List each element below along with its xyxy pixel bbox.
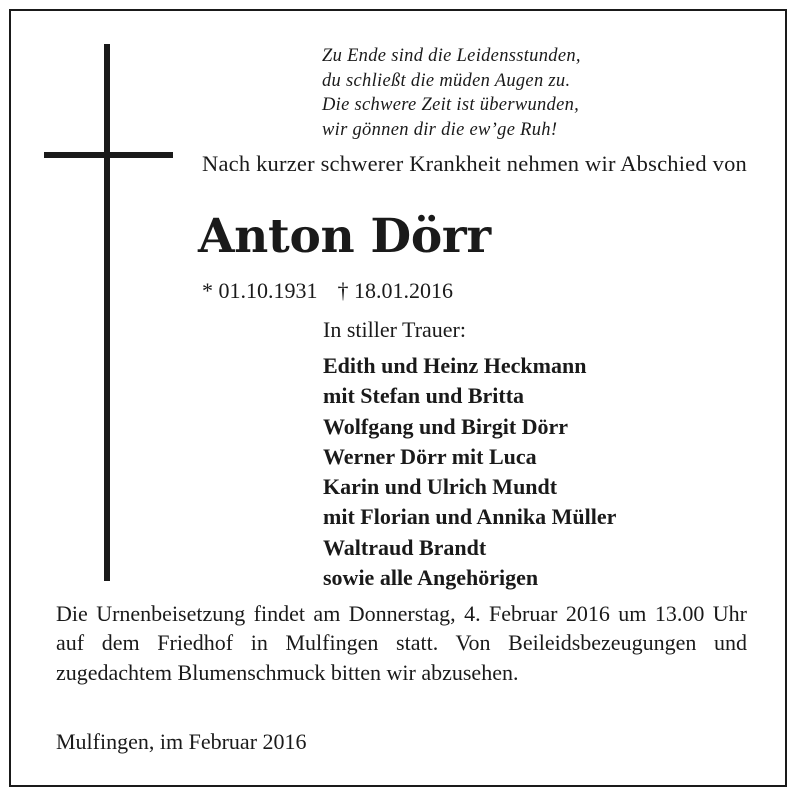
death-date: † 18.01.2016: [337, 278, 453, 303]
mourner-line: sowie alle Angehörigen: [323, 565, 539, 591]
mourner-line: Edith und Heinz Heckmann: [323, 353, 587, 378]
birth-date: * 01.10.1931: [202, 278, 318, 303]
mourner-line: Karin und Ulrich Mundt: [323, 474, 558, 500]
place-and-date: Mulfingen, im Februar 2016: [56, 729, 307, 754]
life-dates: [202, 276, 453, 306]
poem-line: du schließt die müden Augen zu.: [322, 70, 571, 91]
deceased-name: Anton Dörr: [198, 209, 491, 264]
poem-line: Zu Ende sind die Leidensstunden,: [322, 46, 581, 66]
funeral-notice: Die Urnenbeisetzung findet am Donnerstag, 4. Februar 2016 um 13.00 Uhr auf dem Friedhof in Mulfingen statt. Von Beileidsbezeugungen und zugedachtem Blumenschmuck bitten wir abzusehen.: [56, 601, 747, 685]
mourner-line: Waltraud Brandt: [323, 534, 487, 560]
mourner-line: Wolfgang und Birgit Dörr: [323, 413, 569, 439]
poem: [322, 44, 762, 142]
intro-text: Nach kurzer schwerer Krankheit nehmen wir Abschied von: [202, 151, 747, 176]
cross-vertical-bar: [104, 44, 110, 581]
mourner-line: Werner Dörr mit Luca: [323, 443, 537, 469]
mourner-line: mit Stefan und Britta: [323, 383, 525, 409]
poem-line: wir gönnen dir die ew’ge Ruh!: [322, 119, 558, 140]
mourner-line: mit Florian und Annika Müller: [323, 504, 617, 530]
mourners-list: [323, 351, 616, 593]
poem-line: Die schwere Zeit ist überwunden,: [322, 95, 580, 115]
mourning-label: In stiller Trauer:: [323, 317, 466, 342]
cross-horizontal-bar: [44, 152, 173, 158]
